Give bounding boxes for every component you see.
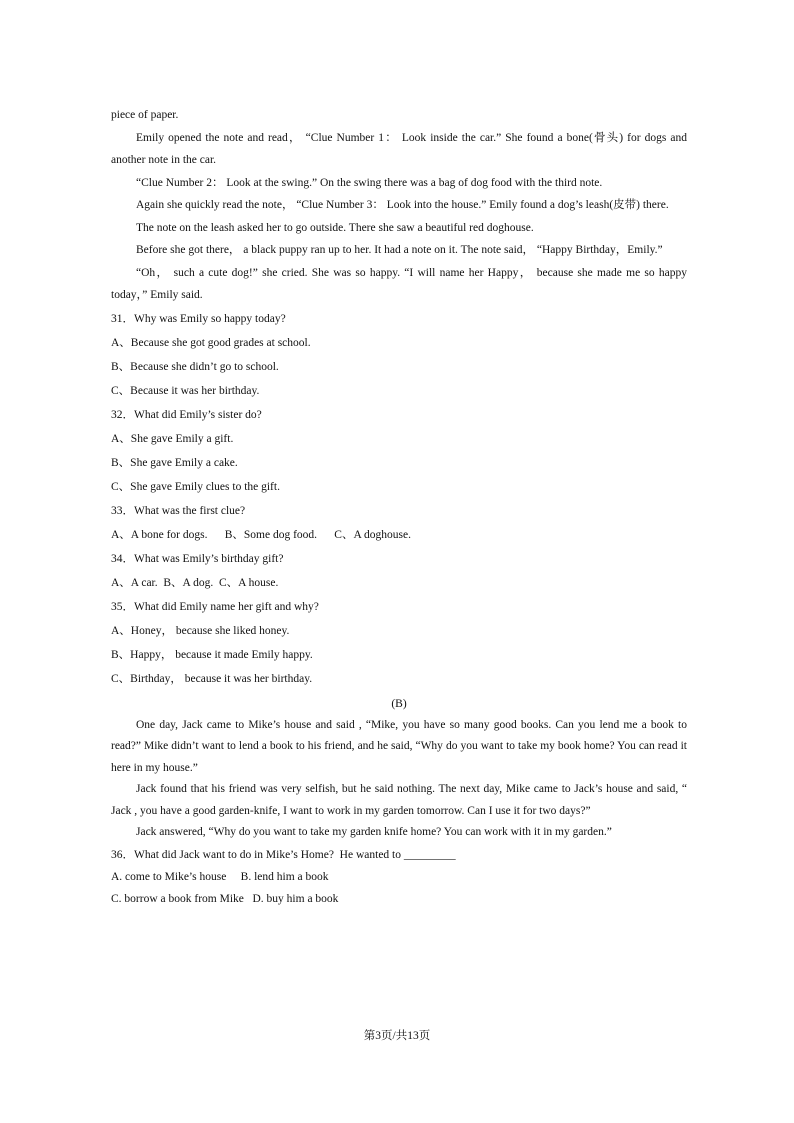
paragraph: The note on the leash asked her to go outside. There she saw a beautiful red doghouse. [136,221,534,234]
answer-option: B、Because she didn’t go to school. [111,360,279,373]
paragraph: “Oh， such a cute dog!” she cried. She was so happy. “I will name her Happy， because she made me so happy today，” Emily said. [111,266,687,301]
paragraph: Again she quickly read the note， “Clue Number 3： Look into the house.” Emily found a dog’s leash(皮带) there. [136,199,669,211]
question: 32．What did Emily’s sister do? [111,408,262,421]
passage-a [111,104,687,691]
paragraph: Emily opened the note and read， “Clue Number 1： Look inside the car.” She found a bone(骨头) for dogs and another note in the car. [111,131,687,166]
question: 31．Why was Emily so happy today? [111,312,286,325]
question: 36．What did Jack want to do in Mike’s Home? He wanted to _________ [111,848,456,861]
page-footer: 第3页/共13页 [363,1030,431,1042]
question: 33．What was the first clue? [111,504,246,517]
paragraph: Before she got there， a black puppy ran up to her. It had a note on it. The note said， “Happy Birthday，Emily.” [136,244,663,256]
answer-option: A、A bone for dogs. B、Some dog food. C、A doghouse. [111,528,411,541]
answer-option: A. come to Mike’s house B. lend him a book [111,870,329,883]
paragraph: Jack found that his friend was very selfish, but he said nothing. The next day, Mike came to Jack’s house and said, “ Jack , you have a good garden-knife, I want to work in my garden tomorrow. Can I use it for two days?” [111,783,687,817]
passage-b [111,715,687,910]
document-page [111,104,687,910]
answer-option: C、She gave Emily clues to the gift. [111,480,280,493]
answer-option: B、Happy， because it made Emily happy. [111,648,313,661]
question: 35．What did Emily name her gift and why? [111,600,319,613]
question: 34．What was Emily’s birthday gift? [111,552,284,565]
paragraph: piece of paper. [111,109,179,121]
answer-option: C. borrow a book from Mike D. buy him a book [111,892,339,905]
section-title: (B) [391,697,407,710]
answer-option: A、She gave Emily a gift. [111,432,234,445]
paragraph: Jack answered, “Why do you want to take my garden knife home? You can work with it in my garden.” [136,826,612,838]
answer-option: A、A car. B、A dog. C、A house. [111,576,279,589]
paragraph: One day, Jack came to Mike’s house and said , “Mike, you have so many good books. Can you lend me a book to read?” Mike didn’t want to lend a book to his friend, and he said, “Why do you want to take my book home? You can read it here in my house.” [111,718,687,774]
paragraph: “Clue Number 2： Look at the swing.” On the swing there was a bag of dog food with the third note. [136,176,603,189]
answer-option: A、Because she got good grades at school. [111,336,311,349]
answer-option: A、Honey， because she liked honey. [111,624,290,637]
answer-option: C、Birthday， because it was her birthday. [111,672,313,685]
answer-option: B、She gave Emily a cake. [111,456,238,469]
answer-option: C、Because it was her birthday. [111,384,260,397]
